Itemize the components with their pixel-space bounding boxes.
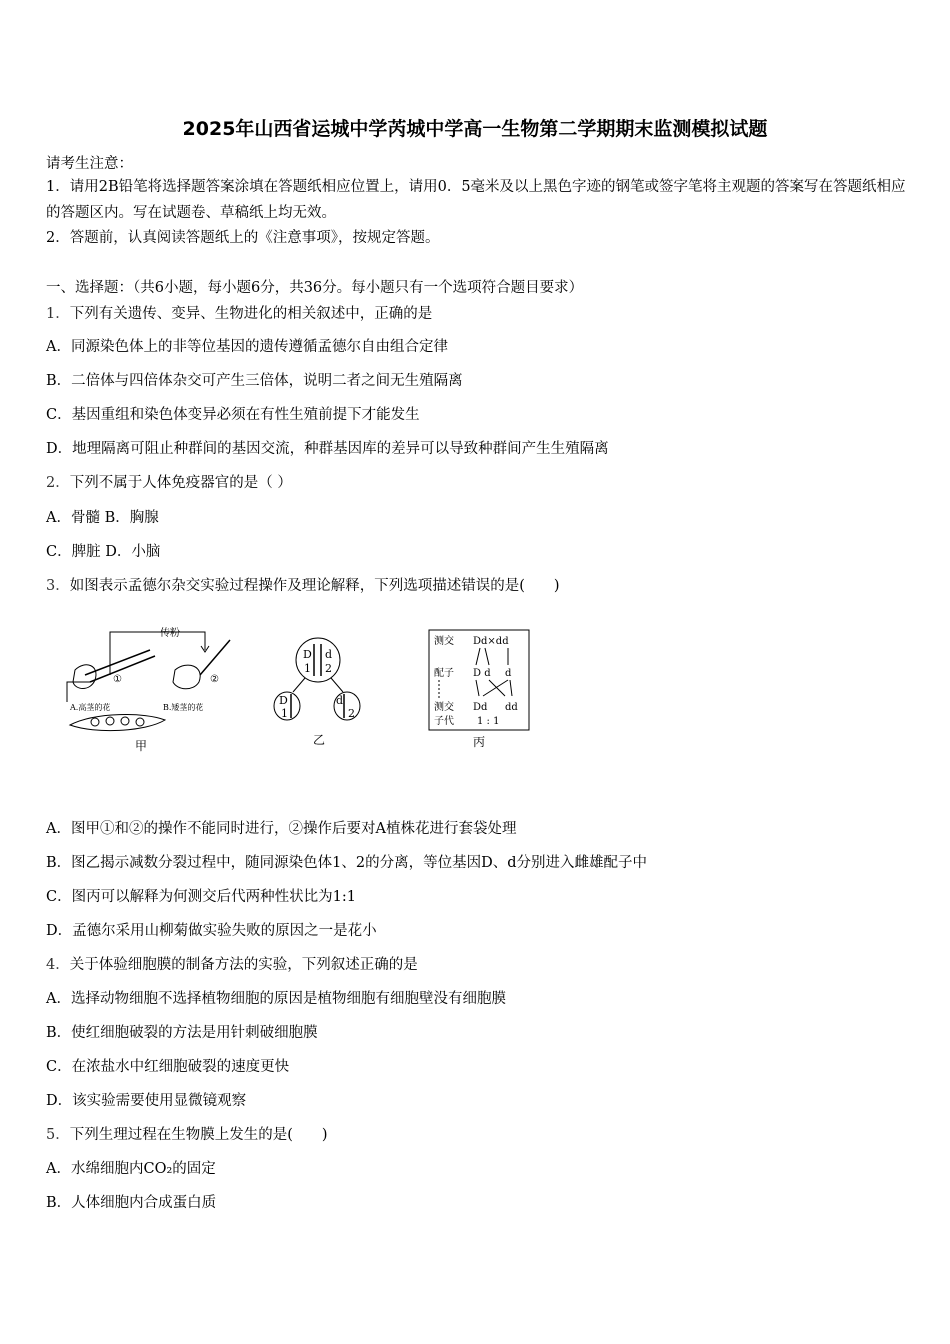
question-stem: 下列不属于人体免疫器官的是（ ） xyxy=(69,475,292,491)
question-stem: 下列有关遗传、变异、生物进化的相关叙述中，正确的是 xyxy=(69,306,433,322)
question-4 xyxy=(46,953,418,974)
transfer-label: 传粉 xyxy=(160,628,180,639)
pea-pod-icon xyxy=(70,715,165,731)
caption-jia: 甲 xyxy=(135,739,148,753)
page-title: 2025年山西省运城中学芮城中学高一生物第二学期期末监测模拟试题 xyxy=(182,118,768,140)
q1-option-a: A．同源染色体上的非等位基因的遗传遵循孟德尔自由组合定律 xyxy=(46,339,448,355)
cross-label: Dd×dd xyxy=(473,636,509,647)
q3-option-a: A．图甲①和②的操作不能同时进行，②操作后要对A植株花进行套袋处理 xyxy=(46,821,517,837)
row-label: 测交 xyxy=(434,636,454,647)
mendel-figure xyxy=(55,620,545,760)
q4-option-b: B．使红细胞破裂的方法是用针刺破细胞膜 xyxy=(46,1025,318,1041)
chromosome-number: 1 xyxy=(281,707,288,720)
row-label: 子代 xyxy=(434,716,454,727)
row-label: 配子 xyxy=(434,668,454,679)
question-number: 5． xyxy=(46,1127,70,1143)
caption-yi: 乙 xyxy=(313,733,326,747)
q4-option-a: A．选择动物细胞不选择植物细胞的原因是植物细胞有细胞壁没有细胞膜 xyxy=(46,991,506,1007)
question-3 xyxy=(46,574,560,595)
label-b: B.矮茎的花 xyxy=(163,703,204,712)
allele-label: D xyxy=(303,648,312,661)
question-number: 4． xyxy=(46,957,70,973)
section-heading: 一、选择题：（共6小题，每小题6分，共36分。每小题只有一个选项符合题目要求） xyxy=(46,280,584,296)
question-number: 2． xyxy=(46,475,70,491)
offspring-label: Dd xyxy=(473,702,488,713)
offspring-label: dd xyxy=(505,702,518,713)
flower-b-icon xyxy=(173,665,200,689)
q2-option-cd: C．脾脏 D．小脑 xyxy=(46,544,161,560)
question-1 xyxy=(46,302,432,323)
q2-option-ab: A．骨髓 B．胸腺 xyxy=(46,510,159,526)
allele-label: d xyxy=(336,694,344,707)
q4-option-d: D．该实验需要使用显微镜观察 xyxy=(46,1093,247,1109)
question-2 xyxy=(46,471,292,492)
chromosome-number: 2 xyxy=(348,707,355,720)
q1-option-b: B．二倍体与四倍体杂交可产生三倍体，说明二者之间无生殖隔离 xyxy=(46,373,463,389)
q5-option-b: B．人体细胞内合成蛋白质 xyxy=(46,1195,217,1211)
allele-label: d xyxy=(325,648,333,661)
mark-2: ② xyxy=(210,674,219,685)
ratio-label: 1 : 1 xyxy=(477,716,500,727)
label-a: A.高茎的花 xyxy=(70,703,111,712)
question-stem: 关于体验细胞膜的制备方法的实验，下列叙述正确的是 xyxy=(69,957,418,973)
q5-option-a: A．水绵细胞内CO₂的固定 xyxy=(46,1161,216,1177)
notice-heading: 请考生注意： xyxy=(46,156,133,172)
chromosome-number: 1 xyxy=(304,662,311,675)
figure-jia xyxy=(67,626,230,753)
caption-bing: 丙 xyxy=(473,735,486,749)
q1-option-d: D．地理隔离可阻止种群间的基因交流，种群基因库的差异可以导致种群间产生生殖隔离 xyxy=(46,441,609,457)
question-number: 1． xyxy=(46,306,70,322)
figure-yi xyxy=(274,638,360,747)
q3-option-b: B．图乙揭示减数分裂过程中，随同源染色体1、2的分离，等位基因D、d分别进入雌雄配子中 xyxy=(46,855,648,871)
question-5 xyxy=(46,1123,328,1144)
chromosome-number: 2 xyxy=(325,662,332,675)
flower-a-icon xyxy=(73,665,96,689)
q1-option-c: C．基因重组和染色体变异必须在有性生殖前提下才能发生 xyxy=(46,407,420,423)
q3-option-d: D．孟德尔采用山柳菊做实验失败的原因之一是花小 xyxy=(46,923,377,939)
notice-item-2: 2．答题前，认真阅读答题纸上的《注意事项》，按规定答题。 xyxy=(46,230,440,246)
gamete-label: D d xyxy=(473,668,491,679)
q3-option-c: C．图丙可以解释为何测交后代两种性状比为1:1 xyxy=(46,889,356,905)
row-label: 测交 xyxy=(434,702,454,713)
notice-item-1: 1．请用2B铅笔将选择题答案涂填在答题纸相应位置上，请用0．5毫米及以上黑色字迹的钢笔或签字笔将主观题的答案写在答题纸相应的答题区内。写在试题卷、草稿纸上均无效。 xyxy=(46,179,906,221)
mark-1: ① xyxy=(113,674,122,685)
q4-option-c: C．在浓盐水中红细胞破裂的速度更快 xyxy=(46,1059,290,1075)
gamete-label: d xyxy=(505,668,512,679)
figure-bing xyxy=(429,630,529,749)
question-stem: 下列生理过程在生物膜上发生的是( ) xyxy=(69,1127,328,1143)
allele-label: D xyxy=(279,694,288,707)
question-number: 3． xyxy=(46,578,70,594)
question-stem: 如图表示孟德尔杂交实验过程操作及理论解释，下列选项描述错误的是( ) xyxy=(69,578,560,594)
